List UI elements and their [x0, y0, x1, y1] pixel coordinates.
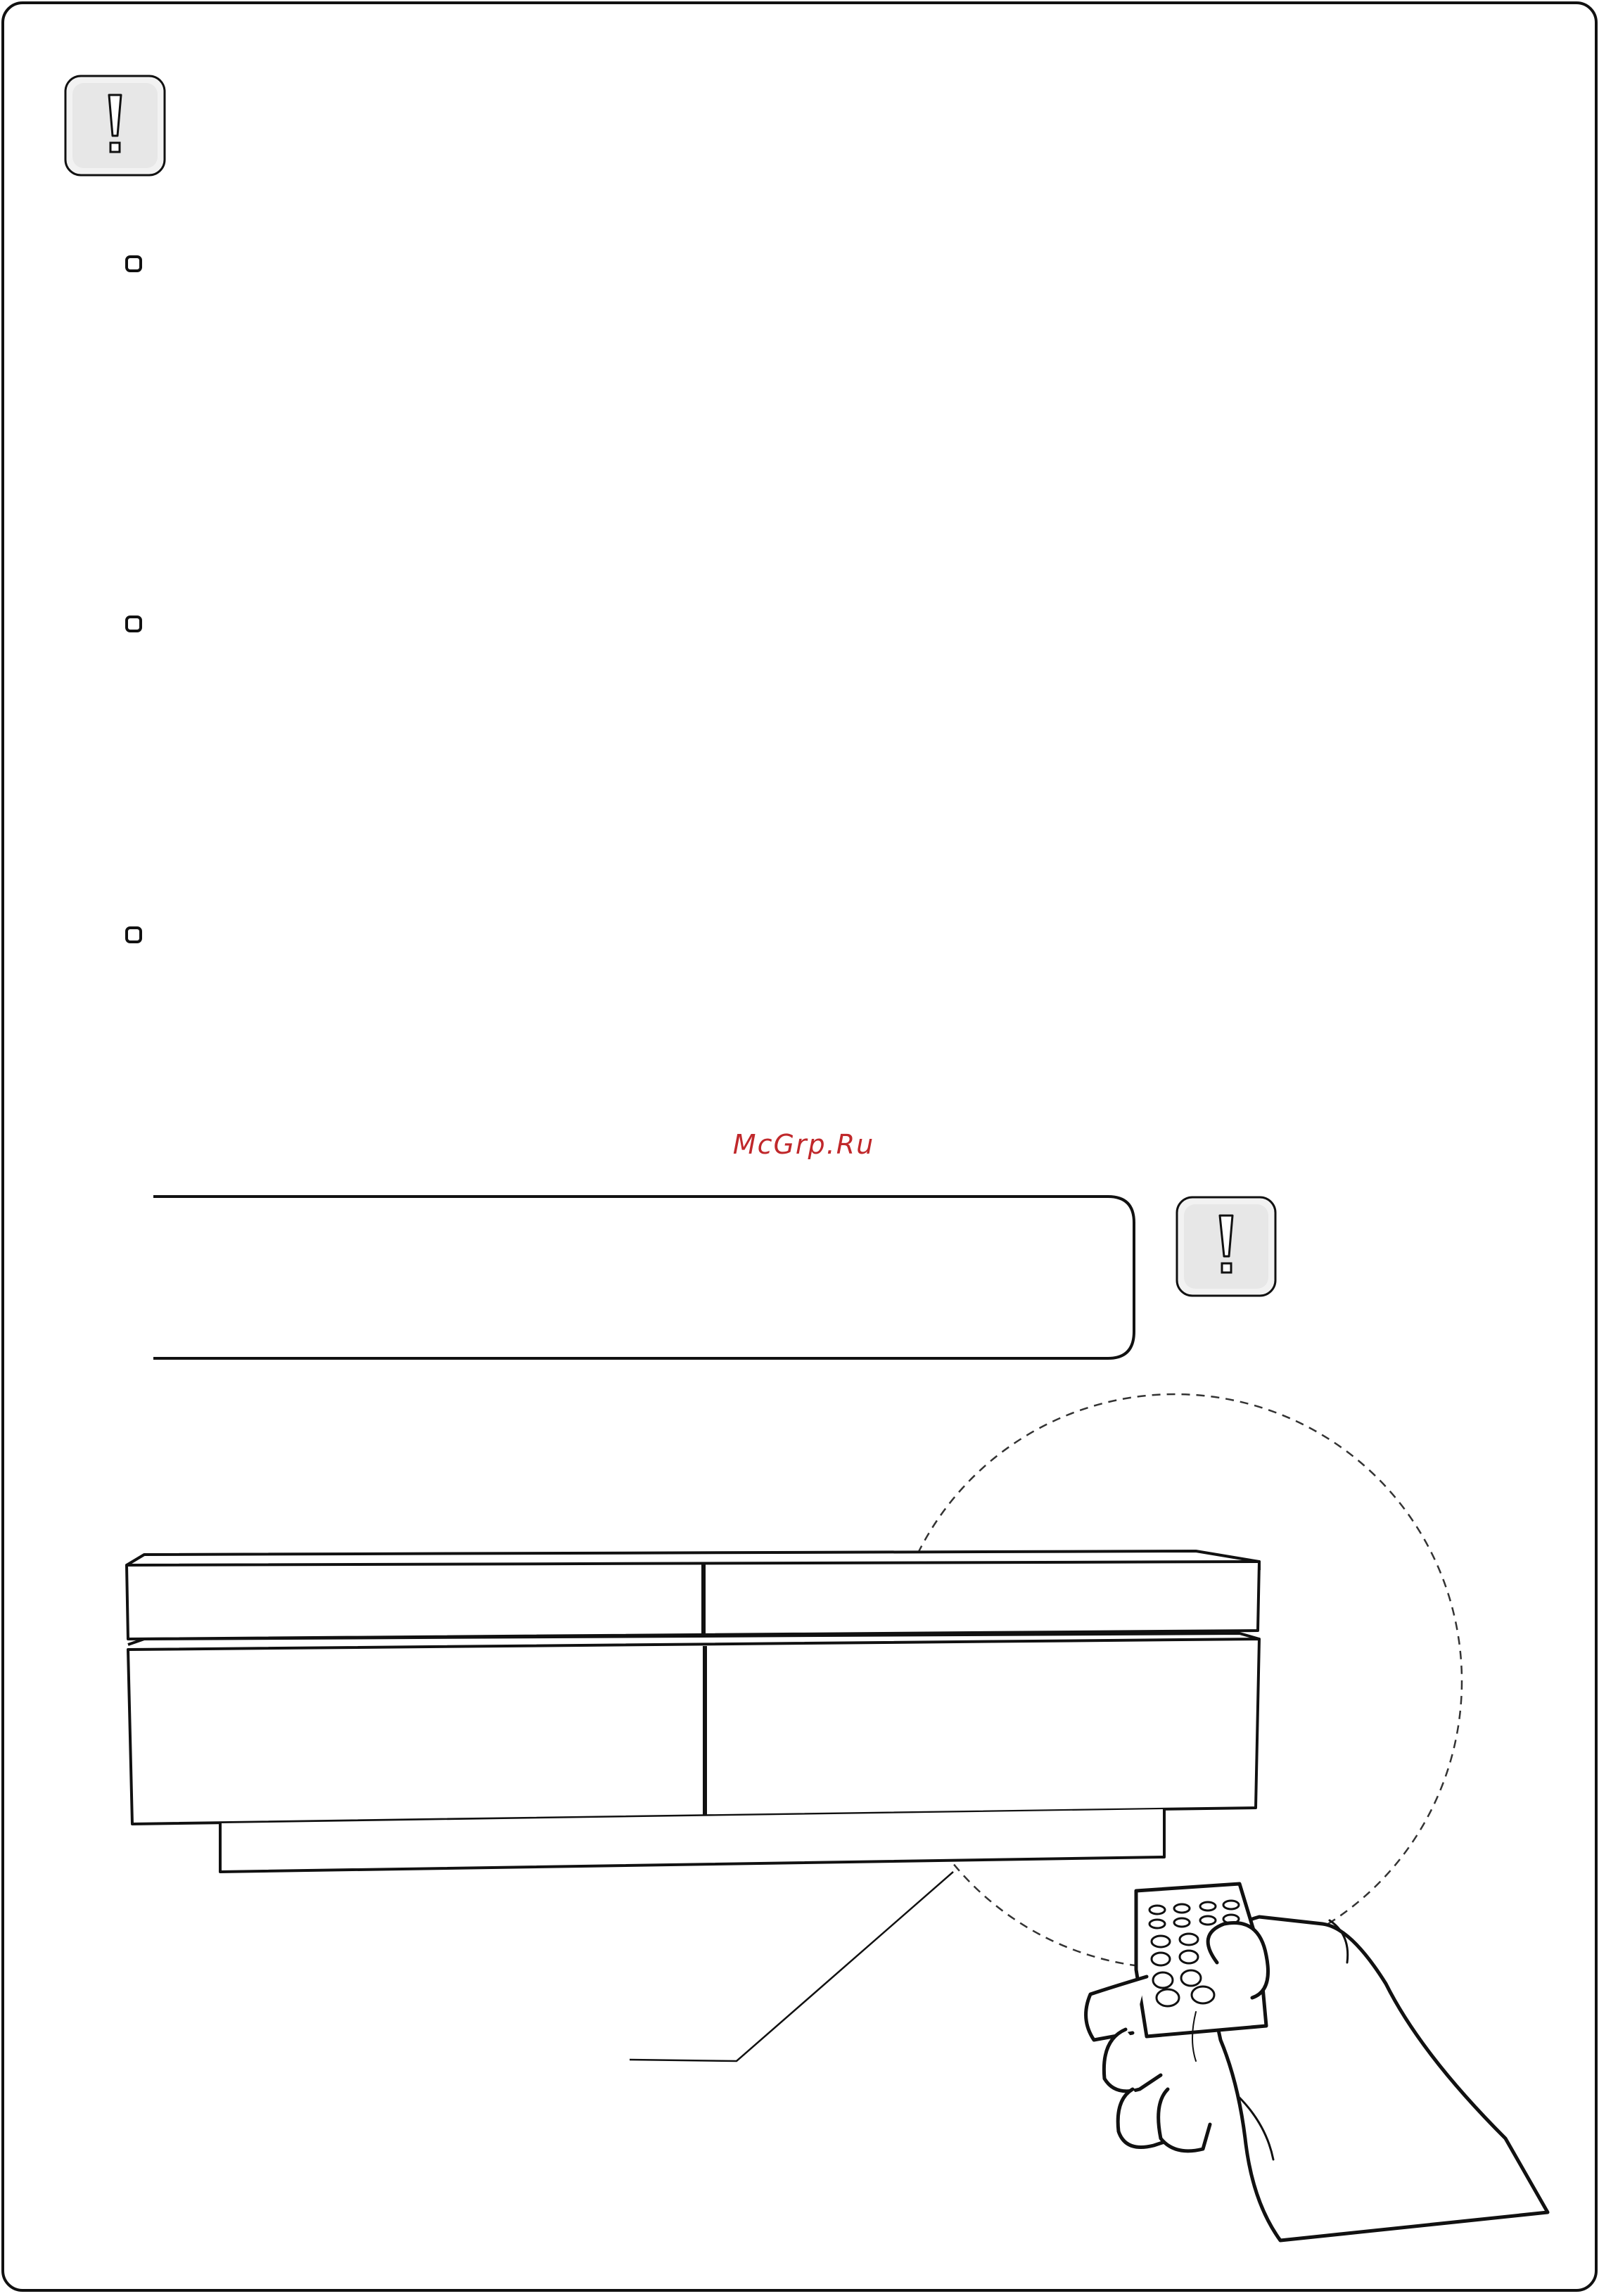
exclamation-warning-icon [1177, 1197, 1275, 1296]
callout-leader-line [630, 1872, 953, 2061]
checkbox-bullet-icon [127, 257, 141, 271]
checkbox-bullet-icon [127, 617, 141, 631]
hand-with-remote-illustration [1086, 1884, 1548, 2240]
exclamation-warning-icon [65, 76, 165, 175]
checkbox-bullet-icon [127, 928, 141, 942]
tv-cabinet [127, 1551, 1259, 1872]
note-box [153, 1197, 1134, 1358]
watermark-text: McGrp.Ru [732, 1129, 875, 1160]
